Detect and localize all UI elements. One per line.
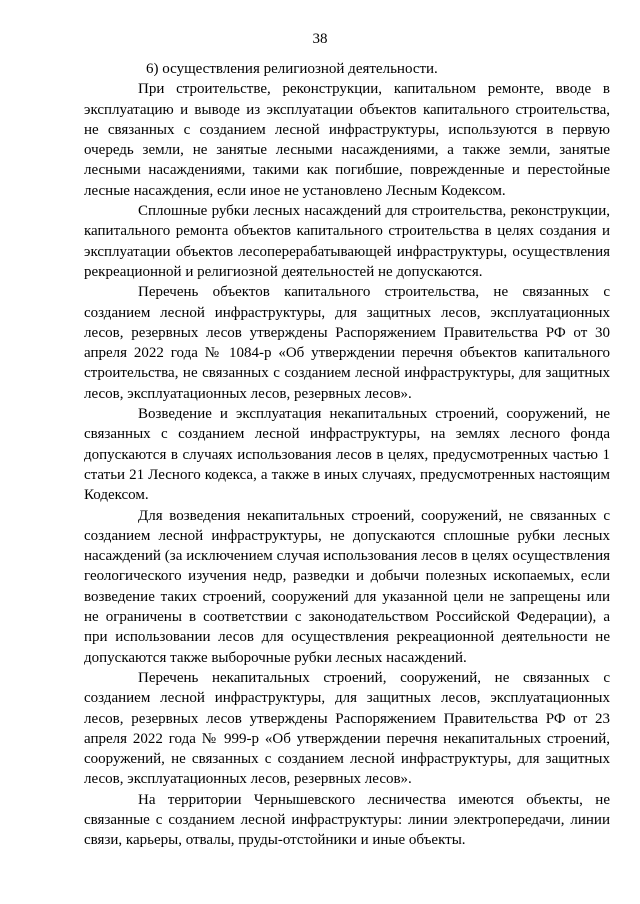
paragraph-construction-land-use: При строительстве, реконструкции, капитальном ремонте, вводе в эксплуатацию и выводе из эксплуатации объектов капитального строительства, не связанных с созданием лесной инфраструктуры, используются в первую очередь земли, не занятые лесными насаждениями, а также земли, занятые лесными насаждениями, такими как погибшие, поврежденные и перестойные лесные насаждения, если иное не установлено Лесным Кодексом. bbox=[84, 81, 610, 199]
paragraph-non-capital-objects-list: Перечень некапитальных строений, сооружений, не связанных с созданием лесной инфраструктуры, для защитных лесов, эксплуатационных лесов, резервных лесов утверждены Распоряжением Правительства РФ от 23 апреля 2022 года № 999-р «Об утверждении перечня некапитальных строений, сооружений, не связанных с созданием лесной инфраструктуры, для защитных лесов, эксплуатационных лесов, резервных лесов». bbox=[84, 669, 610, 788]
page-number: 38 bbox=[312, 31, 328, 47]
paragraph-non-capital-cutting-rules: Для возведения некапитальных строений, сооружений, не связанных с созданием лесной инфраструктуры, не допускаются сплошные рубки лесных насаждений (за исключением случая использования лесов в целях осуществления геологического изучения недр, разведки и добычи полезных ископаемых, если возведение таких строений, сооружений для указанной цели не запрещены или не ограничены в соответствии с законодательством Российской Федерации), а при использовании лесов для осуществления рекреационной деятельности не допускаются также выборочные рубки лесных насаждений. bbox=[84, 507, 610, 666]
document-body bbox=[84, 59, 610, 851]
paragraph-list-item-6: 6) осуществления религиозной деятельности. bbox=[146, 61, 438, 77]
paragraph-non-capital-structures: Возведение и эксплуатация некапитальных строений, сооружений, не связанных с созданием лесной инфраструктуры, на землях лесного фонда допускаются в случаях использования лесов в целях, предусмотренных частью 1 статьи 21 Лесного кодекса, а также в иных случаях, предусмотренных настоящим Кодексом. bbox=[84, 406, 610, 504]
paragraph-forestry-objects: На территории Чернышевского лесничества имеются объекты, не связанные с созданием лесной инфраструктуры: линии электропередачи, линии связи, карьеры, отвалы, пруды-отстойники и иные объекты. bbox=[84, 791, 610, 849]
paragraph-capital-objects-list: Перечень объектов капитального строительства, не связанных с созданием лесной инфраструктуры, для защитных лесов, эксплуатационных лесов, резервных лесов утверждены Распоряжением Правительства РФ от 30 апреля 2022 года № 1084-р «Об утверждении перечня объектов капитального строительства, не связанных с созданием лесной инфраструктуры, для защитных лесов, эксплуатационных лесов, резервных лесов». bbox=[84, 284, 610, 402]
paragraph-clear-cutting-prohibition: Сплошные рубки лесных насаждений для строительства, реконструкции, капитального ремонта объектов капитального строительства в целях создания и эксплуатации объектов лесоперерабатывающей инфраструктуры, осуществления рекреационной и религиозной деятельностей не допускаются. bbox=[84, 203, 610, 280]
